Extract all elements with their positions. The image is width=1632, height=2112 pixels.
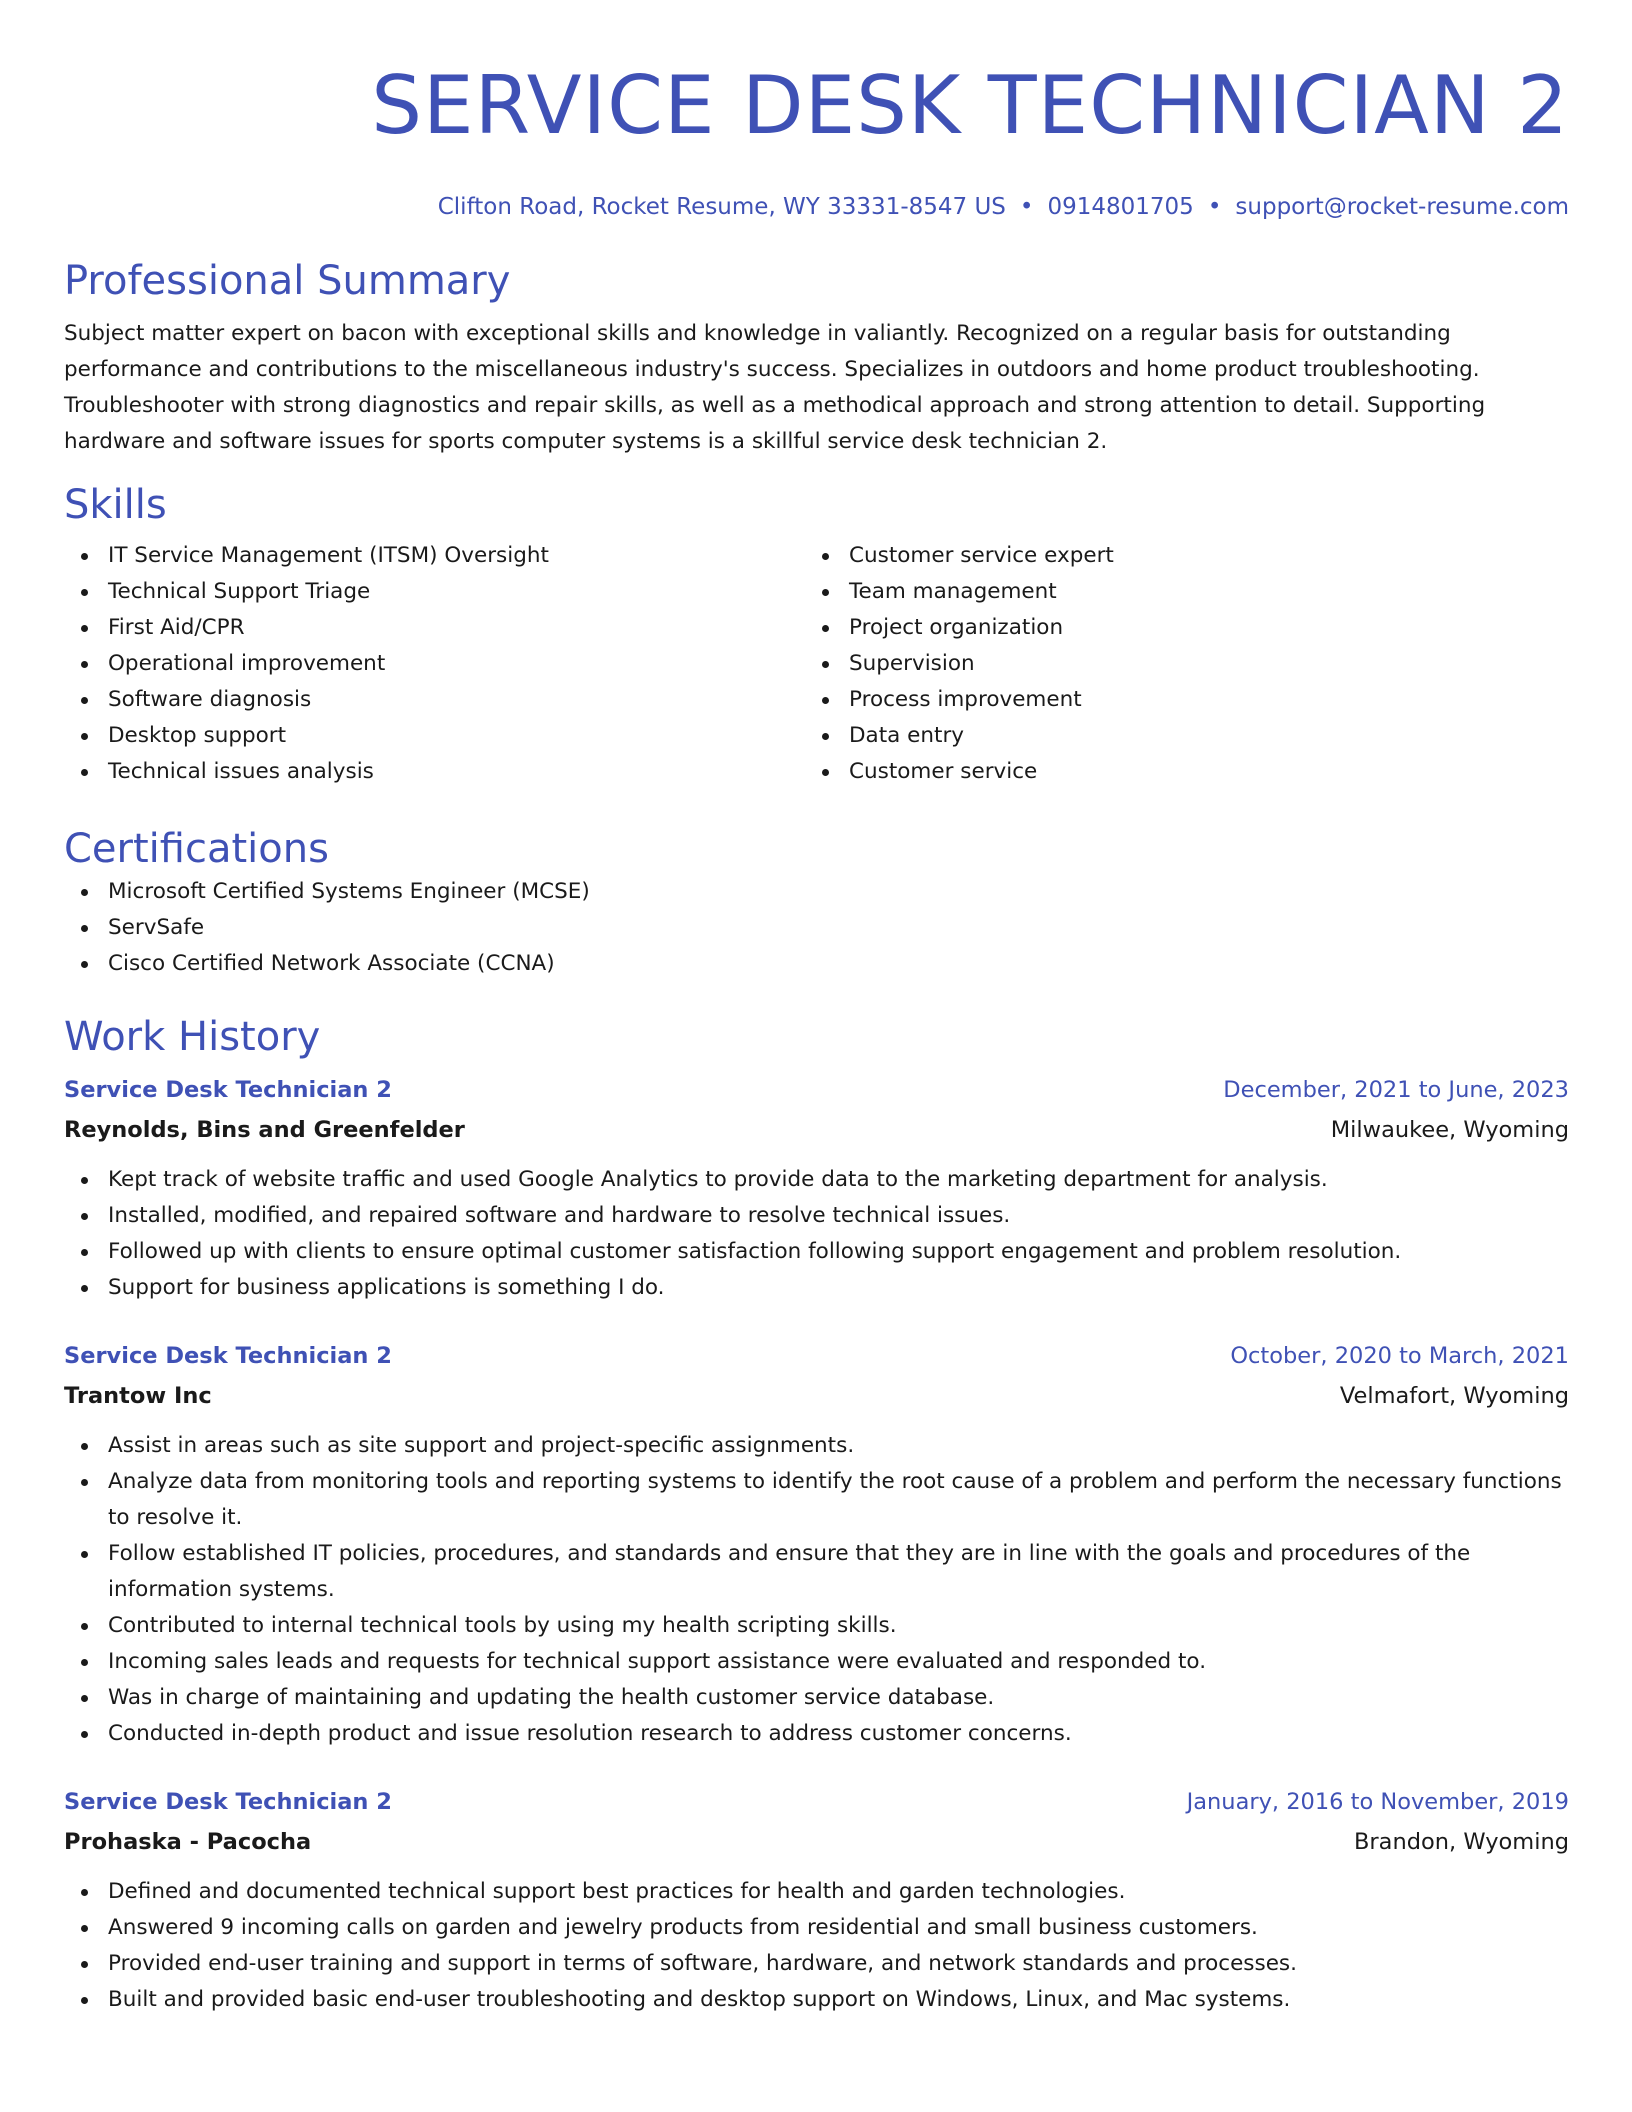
section-title-certifications: Certifications [64,826,329,872]
job-bullet: Contributed to internal technical tools by using my health scripting skills. [64,1608,1569,1644]
job-entry [64,1070,1569,1306]
section-title-skills: Skills [64,482,167,528]
job-entry [64,1336,1569,1752]
skill-item: Data entry [805,718,1546,754]
job-company: Trantow Inc [64,1383,212,1409]
resume-name: SERVICE DESK TECHNICIAN 2 [371,59,1569,152]
job-title: Service Desk Technician 2 [64,1343,392,1369]
summary-text: Subject matter expert on bacon with exceptional skills and knowledge in valiantly. Recognized on a regular basis for outstanding performance and contributions to the miscellaneous industry's success. Specializes in outdoors and home product troubleshooting. Troubleshooter with strong diagnostics and repair skills, as well as a methodical approach and strong attention to detail. Supporting hardware and software issues for sports computer systems is a skillful service desk technician 2. [64,321,1486,454]
certification-item: ServSafe [64,910,1569,946]
job-bullet: Analyze data from monitoring tools and reporting systems to identify the root cause of a problem and perform the necessary functions to resolve it. [64,1464,1569,1536]
job-bullets [64,1874,1569,2018]
section-title-work-history: Work History [64,1014,321,1060]
job-dates: December, 2021 to June, 2023 [1223,1077,1569,1103]
section-title-summary: Professional Summary [64,258,511,304]
contact-phone: 0914801705 [1047,194,1194,220]
skills-grid [64,538,1569,790]
job-title: Service Desk Technician 2 [64,1789,392,1815]
skill-item: Project organization [805,610,1546,646]
job-bullet: Defined and documented technical support best practices for health and garden technologies. [64,1874,1569,1910]
skill-item: Software diagnosis [64,682,805,718]
job-header [64,1782,1569,1822]
skills-list-left [64,538,805,790]
job-subheader [64,1110,1569,1150]
job-location: Brandon, Wyoming [1354,1829,1569,1855]
contact-email: support@rocket-resume.com [1235,194,1569,220]
job-spacer [64,1306,1569,1336]
job-company: Reynolds, Bins and Greenfelder [64,1117,465,1143]
certifications-list [64,874,1569,982]
job-company: Prohaska - Pacocha [64,1829,312,1855]
job-bullet: Built and provided basic end-user troubleshooting and desktop support on Windows, Linux, and Mac systems. [64,1982,1569,2018]
job-location: Velmafort, Wyoming [1339,1383,1569,1409]
job-dates: October, 2020 to March, 2021 [1230,1343,1569,1369]
job-bullets [64,1428,1569,1752]
job-entry [64,1782,1569,2018]
contact-separator: • [1207,194,1222,220]
skills-column-left [64,538,805,790]
job-dates: January, 2016 to November, 2019 [1186,1789,1569,1815]
job-bullet: Incoming sales leads and requests for technical support assistance were evaluated and responded to. [64,1644,1569,1680]
certification-item: Microsoft Certified Systems Engineer (MCSE) [64,874,1569,910]
job-bullets [64,1162,1569,1306]
job-bullet: Follow established IT policies, procedures, and standards and ensure that they are in line with the goals and procedures of the information systems. [64,1536,1569,1608]
job-bullet: Installed, modified, and repaired software and hardware to resolve technical issues. [64,1198,1569,1234]
skill-item: Customer service [805,754,1546,790]
skill-item: First Aid/CPR [64,610,805,646]
skill-item: Supervision [805,646,1546,682]
job-bullet: Support for business applications is something I do. [64,1270,1569,1306]
skill-item: Operational improvement [64,646,805,682]
skills-list-right [805,538,1546,790]
contact-line [64,192,1569,222]
skill-item: Customer service expert [805,538,1546,574]
job-subheader [64,1376,1569,1416]
job-bullet: Was in charge of maintaining and updating the health customer service database. [64,1680,1569,1716]
job-bullet: Answered 9 incoming calls on garden and jewelry products from residential and small business customers. [64,1910,1569,1946]
job-subheader [64,1822,1569,1862]
job-bullet: Followed up with clients to ensure optimal customer satisfaction following support engagement and problem resolution. [64,1234,1569,1270]
job-location: Milwaukee, Wyoming [1330,1117,1569,1143]
contact-address: Clifton Road, Rocket Resume, WY 33331-8547 US [437,194,1006,220]
job-header [64,1336,1569,1376]
skill-item: Team management [805,574,1546,610]
job-bullet: Provided end-user training and support in terms of software, hardware, and network standards and processes. [64,1946,1569,1982]
skill-item: Technical issues analysis [64,754,805,790]
certification-item: Cisco Certified Network Associate (CCNA) [64,946,1569,982]
job-bullet: Conducted in-depth product and issue resolution research to address customer concerns. [64,1716,1569,1752]
job-header [64,1070,1569,1110]
skills-column-right [805,538,1546,790]
skill-item: Desktop support [64,718,805,754]
job-bullet: Kept track of website traffic and used Google Analytics to provide data to the marketing department for analysis. [64,1162,1569,1198]
job-bullet: Assist in areas such as site support and project-specific assignments. [64,1428,1569,1464]
contact-separator: • [1019,194,1034,220]
job-title: Service Desk Technician 2 [64,1077,392,1103]
skill-item: Technical Support Triage [64,574,805,610]
job-spacer [64,1752,1569,1782]
skill-item: IT Service Management (ITSM) Oversight [64,538,805,574]
skill-item: Process improvement [805,682,1546,718]
